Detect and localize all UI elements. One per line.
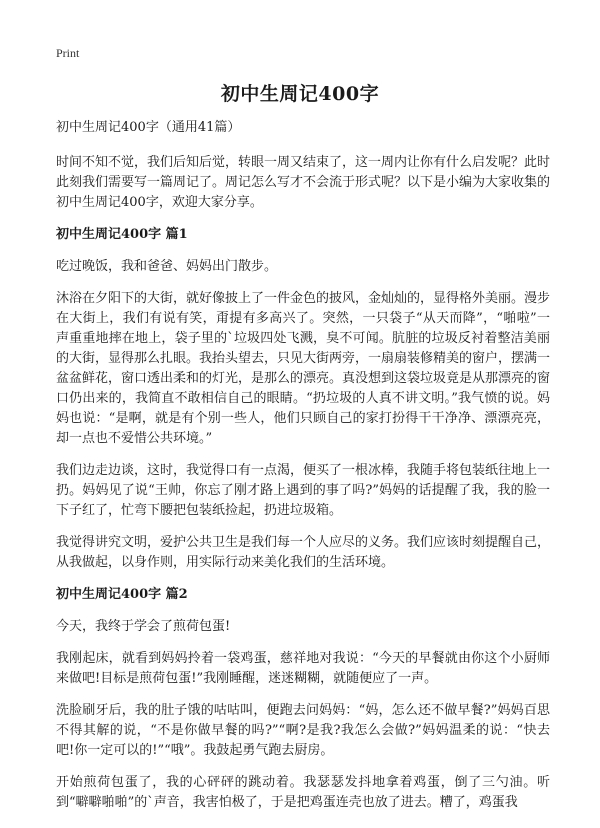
paragraph: 今天，我终于学会了煎荷包蛋! [56,619,231,634]
page-title: 初中生周记400字 [220,83,380,105]
section-1 [56,225,550,573]
print-link[interactable]: Print [56,46,80,60]
paragraph: 我刚起床，就看到妈妈拎着一袋鸡蛋，慈祥地对我说：“今天的早餐就由你这个小厨师来做吧!目标是煎荷包蛋!”我刚睡醒，迷迷糊糊，就随便应了一声。 [56,651,550,686]
paragraph: 我觉得讲究文明，爱护公共卫生是我们每一个人应尽的义务。我们应该时刻提醒自己，从我做起，以身作则，用实际行动来美化我们的生活环境。 [56,535,551,570]
paragraph: 开始煎荷包蛋了，我的心砰砰的跳动着。我瑟瑟发抖地拿着鸡蛋，倒了三勺油。听到“噼噼啪啪”的`声音，我害怕极了，于是把鸡蛋连壳也放了进去。糟了，鸡蛋我 [56,775,550,810]
paragraph: 洗脸刷牙后，我的肚子饿的咕咕叫，便跑去问妈妈：“妈，怎么还不做早餐?”妈妈百思不得其解的说，“不是你做早餐的吗?”“啊?是我?我怎么会做?”妈妈温柔的说：“快去吧!你一定可以的!”“哦”。我鼓起勇气跑去厨房。 [56,703,550,758]
section-heading: 初中生周记400字 篇2 [56,587,188,602]
article-body [56,118,550,825]
intro-paragraph: 时间不知不觉，我们后知后觉，转眼一周又结束了，这一周内让你有什么启发呢？此时此刻我们需要写一篇周记了。周记怎么写才不会流于形式呢？以下是小编为大家收集的初中生周记400字，欢迎大家分享。 [56,155,551,210]
article-subtitle: 初中生周记400字（通用41篇） [56,120,241,135]
section-2 [56,585,550,813]
paragraph: 吃过晚饭，我和爸爸、妈妈出门散步。 [56,259,278,274]
paragraph: 沐浴在夕阳下的大街，就好像披上了一件金色的披风，金灿灿的，显得格外美丽。漫步在大街上，我们有说有笑，甭提有多高兴了。突然，一只袋子“从天而降”，“啪啦”一声重重地摔在地上，袋子里的`垃圾四处飞溅，臭不可闻。肮脏的垃圾反衬着整洁美丽的大街，显得那么扎眼。我抬头望去，只见大街两旁，一扇扇装修精美的窗户，摆满一盆盆鲜花，窗口透出柔和的灯光，是那么的漂亮。真没想到这袋垃圾竟是从那漂亮的窗口仍出来的，我简直不敢相信自己的眼睛。“扔垃圾的人真不讲文明。”我气愤的说。妈妈也说：“是啊，就是有个别一些人，他们只顾自己的家打扮得干干净净、漂漂亮亮，却一点也不爱惜公共环境。” [56,291,551,446]
paragraph: 我们边走边谈，这时，我觉得口有一点渴，便买了一根冰棒，我随手将包装纸往地上一扔。妈妈见了说“王帅，你忘了刚才路上遇到的事了吗?”妈妈的话提醒了我，我的脸一下子红了，忙弯下腰把包装纸捡起，扔进垃圾箱。 [56,463,551,518]
section-heading: 初中生周记400字 篇1 [56,227,188,242]
